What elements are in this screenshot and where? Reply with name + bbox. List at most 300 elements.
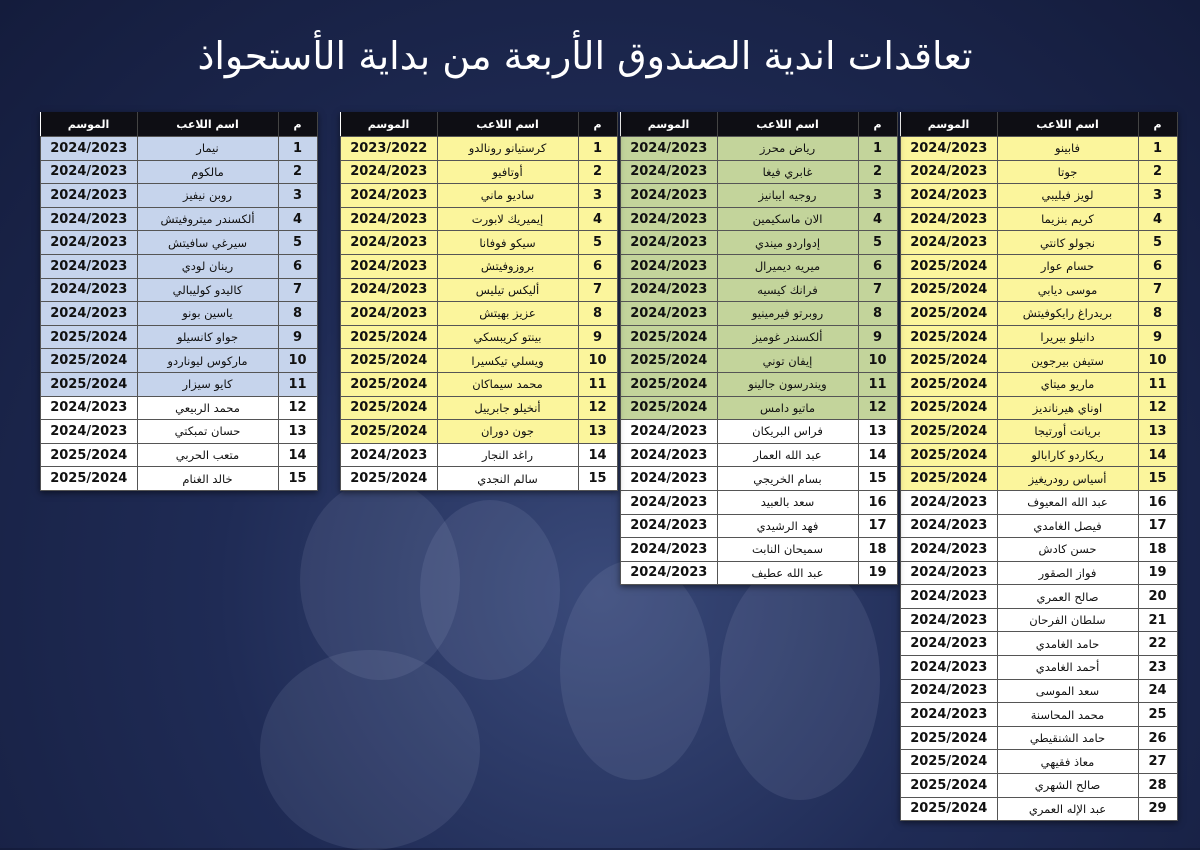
table-row bbox=[41, 207, 318, 231]
season: 2024/2023 bbox=[621, 514, 718, 538]
table-row bbox=[341, 207, 618, 231]
player-name: متعب الحربي bbox=[137, 443, 278, 467]
row-number: 14 bbox=[1138, 443, 1177, 467]
player-name: خالد الغنام bbox=[137, 467, 278, 491]
player-name: حسان تمبكتي bbox=[137, 420, 278, 444]
player-name: صالح الشهري bbox=[997, 774, 1138, 798]
background-player-silhouette bbox=[420, 500, 560, 680]
season: 2025/2024 bbox=[41, 325, 138, 349]
row-number: 18 bbox=[858, 538, 897, 562]
row-number: 13 bbox=[858, 420, 897, 444]
season: 2025/2024 bbox=[901, 278, 998, 302]
background-player-silhouette bbox=[720, 560, 880, 800]
table-header-row bbox=[41, 112, 318, 137]
player-name: لويز فيليبي bbox=[997, 184, 1138, 208]
season: 2025/2024 bbox=[621, 349, 718, 373]
player-name: روبن نيفيز bbox=[137, 184, 278, 208]
table-row bbox=[901, 302, 1178, 326]
player-name: ماركوس ليوناردو bbox=[137, 349, 278, 373]
row-number: 12 bbox=[578, 396, 617, 420]
row-number: 18 bbox=[1138, 538, 1177, 562]
season: 2025/2024 bbox=[341, 372, 438, 396]
season: 2024/2023 bbox=[901, 561, 998, 585]
table-row bbox=[621, 207, 898, 231]
row-number: 3 bbox=[1138, 184, 1177, 208]
table-row bbox=[341, 302, 618, 326]
table-row bbox=[621, 349, 898, 373]
row-number: 12 bbox=[1138, 396, 1177, 420]
player-name: حسن كادش bbox=[997, 538, 1138, 562]
row-number: 4 bbox=[278, 207, 317, 231]
season: 2024/2023 bbox=[901, 608, 998, 632]
season: 2024/2023 bbox=[901, 160, 998, 184]
season: 2024/2023 bbox=[341, 302, 438, 326]
season: 2024/2023 bbox=[901, 137, 998, 161]
table-row bbox=[901, 325, 1178, 349]
player-name: فراس البريكان bbox=[717, 420, 858, 444]
header-num: م bbox=[1138, 112, 1177, 137]
header-num: م bbox=[858, 112, 897, 137]
row-number: 5 bbox=[858, 231, 897, 255]
player-name: الان ماسكيمين bbox=[717, 207, 858, 231]
season: 2024/2023 bbox=[621, 467, 718, 491]
table-row bbox=[621, 372, 898, 396]
season: 2023/2022 bbox=[341, 137, 438, 161]
table-header-row bbox=[901, 112, 1178, 137]
player-name: عبد الإله العمري bbox=[997, 797, 1138, 821]
header-name: اسم اللاعب bbox=[137, 112, 278, 137]
table-row bbox=[901, 797, 1178, 821]
table-row bbox=[901, 420, 1178, 444]
player-name: راغد النجار bbox=[437, 443, 578, 467]
season: 2025/2024 bbox=[901, 726, 998, 750]
player-name: سيكو فوفانا bbox=[437, 231, 578, 255]
player-name: ماريو ميتاي bbox=[997, 372, 1138, 396]
table-row bbox=[41, 231, 318, 255]
player-name: موسى ديابي bbox=[997, 278, 1138, 302]
table-row bbox=[901, 184, 1178, 208]
season: 2024/2023 bbox=[41, 207, 138, 231]
season: 2024/2023 bbox=[901, 656, 998, 680]
player-name: كريم بنزيما bbox=[997, 207, 1138, 231]
table-row bbox=[41, 420, 318, 444]
row-number: 13 bbox=[578, 420, 617, 444]
season: 2024/2023 bbox=[621, 420, 718, 444]
table-row bbox=[901, 349, 1178, 373]
table-row bbox=[901, 254, 1178, 278]
table-row bbox=[621, 254, 898, 278]
contracts-table-3 bbox=[340, 112, 618, 491]
table-row bbox=[341, 160, 618, 184]
row-number: 15 bbox=[858, 467, 897, 491]
row-number: 17 bbox=[1138, 514, 1177, 538]
row-number: 10 bbox=[1138, 349, 1177, 373]
player-name: فهد الرشيدي bbox=[717, 514, 858, 538]
player-name: أحمد الغامدي bbox=[997, 656, 1138, 680]
row-number: 16 bbox=[1138, 490, 1177, 514]
season: 2025/2024 bbox=[901, 443, 998, 467]
table-row bbox=[901, 656, 1178, 680]
table-row bbox=[41, 254, 318, 278]
table-row bbox=[341, 349, 618, 373]
season: 2024/2023 bbox=[41, 160, 138, 184]
row-number: 11 bbox=[578, 372, 617, 396]
season: 2025/2024 bbox=[621, 325, 718, 349]
player-name: ماتيو دامس bbox=[717, 396, 858, 420]
table-row bbox=[901, 231, 1178, 255]
season: 2025/2024 bbox=[901, 396, 998, 420]
header-name: اسم اللاعب bbox=[717, 112, 858, 137]
row-number: 1 bbox=[278, 137, 317, 161]
row-number: 19 bbox=[858, 561, 897, 585]
season: 2025/2024 bbox=[901, 325, 998, 349]
table-row bbox=[41, 467, 318, 491]
player-name: حامد الشنقيطي bbox=[997, 726, 1138, 750]
header-name: اسم اللاعب bbox=[437, 112, 578, 137]
table-row bbox=[901, 679, 1178, 703]
header-season: الموسم bbox=[901, 112, 998, 137]
row-number: 28 bbox=[1138, 774, 1177, 798]
row-number: 22 bbox=[1138, 632, 1177, 656]
player-name: ريكاردو كارابالو bbox=[997, 443, 1138, 467]
row-number: 12 bbox=[858, 396, 897, 420]
season: 2025/2024 bbox=[901, 254, 998, 278]
row-number: 9 bbox=[278, 325, 317, 349]
player-name: عبد الله العمار bbox=[717, 443, 858, 467]
player-name: فواز الصقور bbox=[997, 561, 1138, 585]
header-season: الموسم bbox=[621, 112, 718, 137]
row-number: 4 bbox=[1138, 207, 1177, 231]
player-name: محمد سيماكان bbox=[437, 372, 578, 396]
row-number: 3 bbox=[858, 184, 897, 208]
row-number: 4 bbox=[578, 207, 617, 231]
player-name: عبد الله عطيف bbox=[717, 561, 858, 585]
table-row bbox=[621, 137, 898, 161]
season: 2024/2023 bbox=[41, 254, 138, 278]
row-number: 3 bbox=[278, 184, 317, 208]
table-row bbox=[41, 372, 318, 396]
row-number: 7 bbox=[858, 278, 897, 302]
row-number: 8 bbox=[858, 302, 897, 326]
row-number: 8 bbox=[578, 302, 617, 326]
table-row bbox=[901, 278, 1178, 302]
row-number: 16 bbox=[858, 490, 897, 514]
player-name: نجولو كانتي bbox=[997, 231, 1138, 255]
player-name: كاليدو كوليبالي bbox=[137, 278, 278, 302]
season: 2025/2024 bbox=[901, 349, 998, 373]
row-number: 2 bbox=[278, 160, 317, 184]
player-name: إيميريك لابورت bbox=[437, 207, 578, 231]
season: 2024/2023 bbox=[901, 514, 998, 538]
player-name: سميحان النابت bbox=[717, 538, 858, 562]
season: 2025/2024 bbox=[341, 396, 438, 420]
season: 2025/2024 bbox=[621, 396, 718, 420]
player-name: سعد الموسى bbox=[997, 679, 1138, 703]
table-row bbox=[901, 467, 1178, 491]
player-name: روجيه ايبانيز bbox=[717, 184, 858, 208]
player-name: جون دوران bbox=[437, 420, 578, 444]
table-row bbox=[901, 443, 1178, 467]
player-name: كايو سيزار bbox=[137, 372, 278, 396]
player-name: ألكسندر ميتروفيتش bbox=[137, 207, 278, 231]
row-number: 12 bbox=[278, 396, 317, 420]
season: 2025/2024 bbox=[901, 750, 998, 774]
season: 2024/2023 bbox=[341, 184, 438, 208]
table-row bbox=[621, 160, 898, 184]
table-row bbox=[621, 538, 898, 562]
table-row bbox=[901, 726, 1178, 750]
row-number: 6 bbox=[578, 254, 617, 278]
contracts-table-1 bbox=[900, 112, 1178, 821]
player-name: فابينو bbox=[997, 137, 1138, 161]
player-name: جواو كانسيلو bbox=[137, 325, 278, 349]
contracts-table-2 bbox=[620, 112, 898, 585]
player-name: نيمار bbox=[137, 137, 278, 161]
table-row bbox=[621, 184, 898, 208]
table-row bbox=[901, 396, 1178, 420]
player-name: بسام الخريجي bbox=[717, 467, 858, 491]
table-row bbox=[621, 514, 898, 538]
table-header-row bbox=[621, 112, 898, 137]
player-name: رياض محرز bbox=[717, 137, 858, 161]
player-name: إدواردو ميندي bbox=[717, 231, 858, 255]
player-name: حامد الغامدي bbox=[997, 632, 1138, 656]
table-row bbox=[341, 396, 618, 420]
table-row bbox=[341, 420, 618, 444]
table-row bbox=[901, 160, 1178, 184]
season: 2024/2023 bbox=[901, 679, 998, 703]
table-row bbox=[621, 467, 898, 491]
header-num: م bbox=[278, 112, 317, 137]
table-header-row bbox=[341, 112, 618, 137]
table-row bbox=[41, 184, 318, 208]
row-number: 20 bbox=[1138, 585, 1177, 609]
row-number: 25 bbox=[1138, 703, 1177, 727]
season: 2024/2023 bbox=[621, 443, 718, 467]
player-name: ويندرسون جالينو bbox=[717, 372, 858, 396]
season: 2024/2023 bbox=[341, 207, 438, 231]
season: 2024/2023 bbox=[41, 278, 138, 302]
season: 2024/2023 bbox=[621, 490, 718, 514]
row-number: 9 bbox=[858, 325, 897, 349]
season: 2024/2023 bbox=[621, 231, 718, 255]
table-row bbox=[341, 231, 618, 255]
player-name: سعد بالعبيد bbox=[717, 490, 858, 514]
row-number: 27 bbox=[1138, 750, 1177, 774]
season: 2024/2023 bbox=[621, 302, 718, 326]
row-number: 5 bbox=[278, 231, 317, 255]
row-number: 13 bbox=[278, 420, 317, 444]
player-name: ميريه ديميرال bbox=[717, 254, 858, 278]
season: 2025/2024 bbox=[41, 443, 138, 467]
row-number: 29 bbox=[1138, 797, 1177, 821]
season: 2025/2024 bbox=[41, 467, 138, 491]
season: 2024/2023 bbox=[341, 443, 438, 467]
table-row bbox=[41, 137, 318, 161]
player-name: ستيفن بيرجوين bbox=[997, 349, 1138, 373]
season: 2024/2023 bbox=[901, 632, 998, 656]
row-number: 23 bbox=[1138, 656, 1177, 680]
row-number: 9 bbox=[1138, 325, 1177, 349]
table-row bbox=[341, 443, 618, 467]
player-name: إيفان توني bbox=[717, 349, 858, 373]
row-number: 6 bbox=[278, 254, 317, 278]
row-number: 4 bbox=[858, 207, 897, 231]
table-row bbox=[621, 302, 898, 326]
row-number: 21 bbox=[1138, 608, 1177, 632]
player-name: فرانك كيسيه bbox=[717, 278, 858, 302]
season: 2024/2023 bbox=[341, 278, 438, 302]
season: 2024/2023 bbox=[341, 254, 438, 278]
row-number: 15 bbox=[578, 467, 617, 491]
player-name: سالم النجدي bbox=[437, 467, 578, 491]
table-row bbox=[901, 750, 1178, 774]
row-number: 19 bbox=[1138, 561, 1177, 585]
player-name: روبرتو فيرمينيو bbox=[717, 302, 858, 326]
table-row bbox=[341, 372, 618, 396]
season: 2024/2023 bbox=[341, 231, 438, 255]
table-row bbox=[901, 207, 1178, 231]
player-name: فيصل الغامدي bbox=[997, 514, 1138, 538]
row-number: 14 bbox=[858, 443, 897, 467]
season: 2024/2023 bbox=[901, 231, 998, 255]
season: 2025/2024 bbox=[901, 467, 998, 491]
row-number: 14 bbox=[278, 443, 317, 467]
season: 2024/2023 bbox=[621, 561, 718, 585]
row-number: 5 bbox=[1138, 231, 1177, 255]
row-number: 7 bbox=[1138, 278, 1177, 302]
row-number: 2 bbox=[858, 160, 897, 184]
table-row bbox=[41, 325, 318, 349]
player-name: غابري فيغا bbox=[717, 160, 858, 184]
row-number: 10 bbox=[578, 349, 617, 373]
row-number: 11 bbox=[278, 372, 317, 396]
player-name: اوناي هيرنانديز bbox=[997, 396, 1138, 420]
season: 2025/2024 bbox=[901, 774, 998, 798]
row-number: 9 bbox=[578, 325, 617, 349]
table-row bbox=[341, 137, 618, 161]
header-name: اسم اللاعب bbox=[997, 112, 1138, 137]
player-name: صالح العمري bbox=[997, 585, 1138, 609]
row-number: 1 bbox=[578, 137, 617, 161]
table-row bbox=[41, 443, 318, 467]
row-number: 15 bbox=[278, 467, 317, 491]
player-name: عزيز بهيتش bbox=[437, 302, 578, 326]
season: 2024/2023 bbox=[901, 703, 998, 727]
player-name: بروزوفيتش bbox=[437, 254, 578, 278]
header-season: الموسم bbox=[41, 112, 138, 137]
player-name: ألكسندر غوميز bbox=[717, 325, 858, 349]
table-row bbox=[621, 231, 898, 255]
table-row bbox=[621, 396, 898, 420]
table-row bbox=[901, 561, 1178, 585]
player-name: مالكوم bbox=[137, 160, 278, 184]
season: 2024/2023 bbox=[41, 420, 138, 444]
season: 2024/2023 bbox=[41, 137, 138, 161]
season: 2024/2023 bbox=[621, 254, 718, 278]
season: 2024/2023 bbox=[901, 538, 998, 562]
season: 2024/2023 bbox=[41, 302, 138, 326]
table-row bbox=[621, 325, 898, 349]
page-title: تعاقدات اندية الصندوق الأربعة من بداية الأستحواذ bbox=[197, 34, 973, 78]
row-number: 1 bbox=[858, 137, 897, 161]
player-name: رينان لودي bbox=[137, 254, 278, 278]
season: 2025/2024 bbox=[901, 302, 998, 326]
player-name: ساديو ماني bbox=[437, 184, 578, 208]
player-name: محمد المحاسنة bbox=[997, 703, 1138, 727]
season: 2024/2023 bbox=[621, 538, 718, 562]
row-number: 8 bbox=[1138, 302, 1177, 326]
player-name: محمد الربيعي bbox=[137, 396, 278, 420]
season: 2024/2023 bbox=[621, 278, 718, 302]
player-name: أليكس تيليس bbox=[437, 278, 578, 302]
player-name: أوتافيو bbox=[437, 160, 578, 184]
table-row bbox=[41, 160, 318, 184]
player-name: عبد الله المعيوف bbox=[997, 490, 1138, 514]
season: 2024/2023 bbox=[41, 396, 138, 420]
season: 2024/2023 bbox=[901, 184, 998, 208]
contracts-table-4 bbox=[40, 112, 318, 491]
table-row bbox=[901, 490, 1178, 514]
table-row bbox=[901, 703, 1178, 727]
player-name: أنخيلو جابرييل bbox=[437, 396, 578, 420]
row-number: 7 bbox=[578, 278, 617, 302]
player-name: بينتو كريبسكي bbox=[437, 325, 578, 349]
background-player-silhouette bbox=[260, 650, 480, 850]
season: 2025/2024 bbox=[901, 372, 998, 396]
row-number: 6 bbox=[858, 254, 897, 278]
row-number: 2 bbox=[578, 160, 617, 184]
table-row bbox=[41, 396, 318, 420]
season: 2025/2024 bbox=[41, 372, 138, 396]
season: 2025/2024 bbox=[901, 420, 998, 444]
season: 2024/2023 bbox=[901, 207, 998, 231]
player-name: بريدراغ رايكوفيتش bbox=[997, 302, 1138, 326]
season: 2024/2023 bbox=[621, 160, 718, 184]
row-number: 14 bbox=[578, 443, 617, 467]
table-row bbox=[621, 490, 898, 514]
background-player-silhouette bbox=[560, 560, 710, 780]
table-row bbox=[621, 443, 898, 467]
season: 2025/2024 bbox=[341, 349, 438, 373]
table-row bbox=[901, 514, 1178, 538]
table-row bbox=[621, 278, 898, 302]
player-name: ويسلي تيكسيرا bbox=[437, 349, 578, 373]
row-number: 24 bbox=[1138, 679, 1177, 703]
player-name: بريانت أورتيجا bbox=[997, 420, 1138, 444]
player-name: سلطان الفرحان bbox=[997, 608, 1138, 632]
row-number: 6 bbox=[1138, 254, 1177, 278]
row-number: 17 bbox=[858, 514, 897, 538]
row-number: 11 bbox=[858, 372, 897, 396]
row-number: 13 bbox=[1138, 420, 1177, 444]
row-number: 2 bbox=[1138, 160, 1177, 184]
season: 2025/2024 bbox=[901, 797, 998, 821]
season: 2024/2023 bbox=[901, 585, 998, 609]
table-row bbox=[621, 420, 898, 444]
player-name: ياسين بونو bbox=[137, 302, 278, 326]
table-row bbox=[901, 608, 1178, 632]
table-row bbox=[41, 302, 318, 326]
table-row bbox=[41, 278, 318, 302]
header-season: الموسم bbox=[341, 112, 438, 137]
season: 2024/2023 bbox=[41, 231, 138, 255]
row-number: 1 bbox=[1138, 137, 1177, 161]
season: 2024/2023 bbox=[621, 184, 718, 208]
player-name: دانيلو بيريرا bbox=[997, 325, 1138, 349]
row-number: 11 bbox=[1138, 372, 1177, 396]
row-number: 26 bbox=[1138, 726, 1177, 750]
